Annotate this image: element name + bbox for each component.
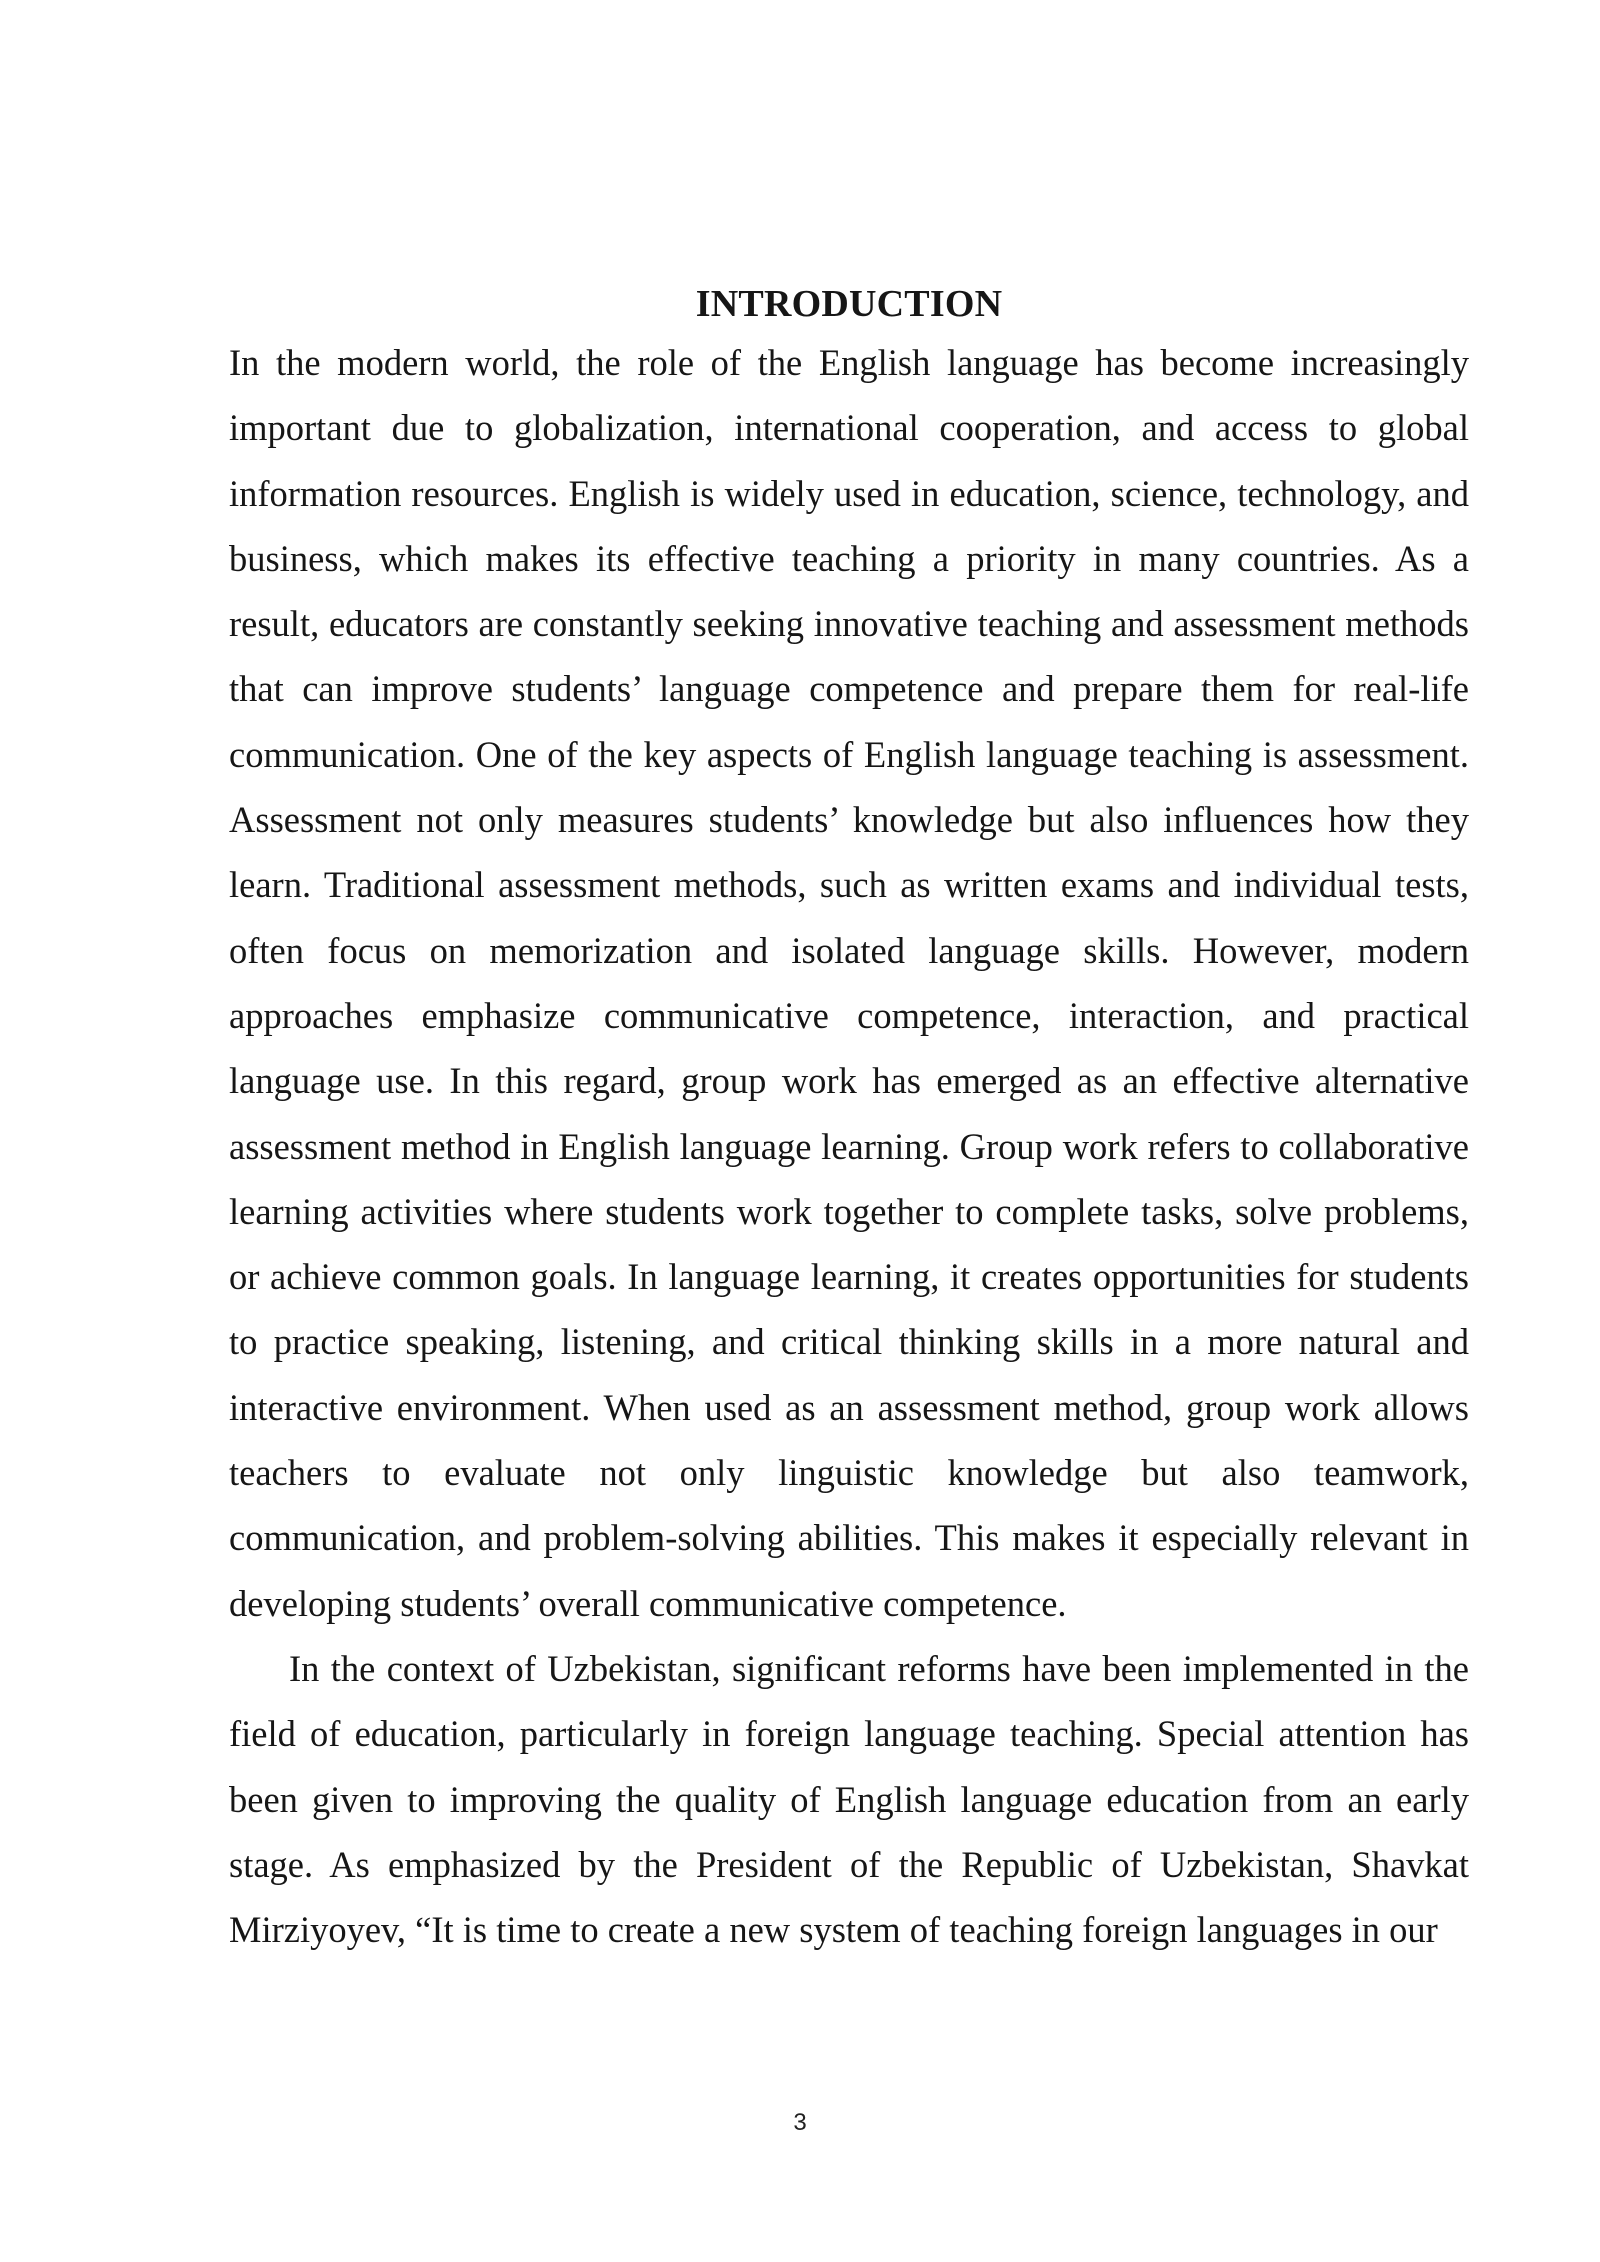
paragraph-1: In the modern world, the role of the English language has become increasingly important due to globalization, international cooperation, and access to global information resources. English is widely used in education, science, technology, and business, which makes its effective teaching a priority in many countries. As a result, educators are constantly seeking innovative teaching and assessment methods that can improve students’ language competence and prepare them for real-life communication. One of the key aspects of English language teaching is assessment. Assessment not only measures students’ knowledge but also influences how they learn. Traditional assessment methods, such as written exams and individual tests, often focus on memorization and isolated language skills. However, modern approaches emphasize communicative competence, interaction, and practical language use. In this regard, group work has emerged as an effective alternative assessment method in English language learning. Group work refers to collaborative learning activities where students work together to complete tasks, solve problems, or achieve common goals. In language learning, it creates opportunities for students to practice speaking, listening, and critical thinking skills in a more natural and interactive environment. When used as an assessment method, group work allows teachers to evaluate not only linguistic knowledge but also teamwork, communication, and problem-solving abilities. This makes it especially relevant in developing students’ overall communicative competence. [229,342,1469,1624]
page-content [229,278,1469,1962]
page-number: 3 [793,2109,807,2136]
paragraph-2: In the context of Uzbekistan, significant reforms have been implemented in the field of education, particularly in foreign language teaching. Special attention has been given to improving the quality of English language education from an early stage. As emphasized by the President of the Republic of Uzbekistan, Shavkat Mirziyoyev, “It is time to create a new system of teaching foreign languages in our [229,1647,1469,1951]
section-heading: INTRODUCTION [695,283,1003,325]
